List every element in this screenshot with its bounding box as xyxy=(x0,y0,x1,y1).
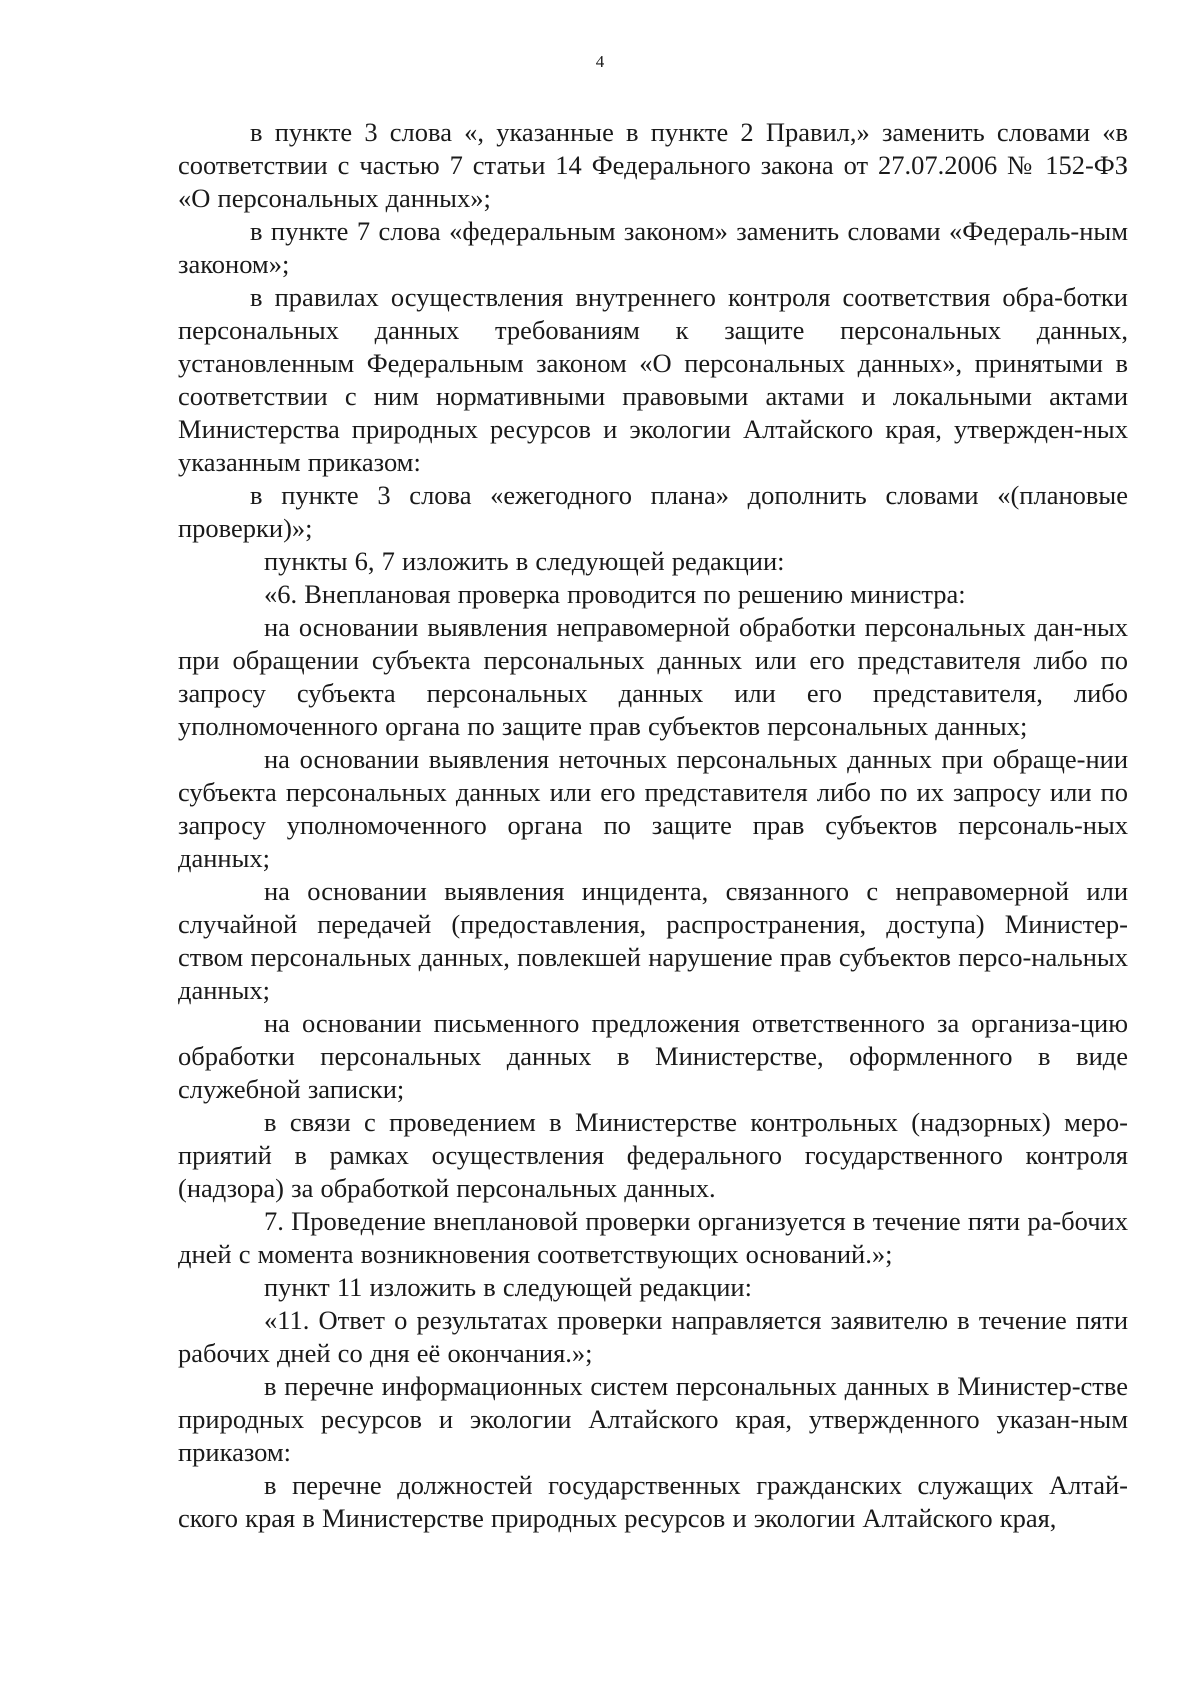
paragraph: пункты 6, 7 изложить в следующей редакции: xyxy=(264,546,785,576)
paragraph: в перечне должностей государственных гражданских служащих Алтай-ского края в Министерстве природных ресурсов и экологии Алтайского края, xyxy=(178,1470,1128,1533)
paragraph: в правилах осуществления внутреннего контроля соответствия обра-ботки персональных данных требованиям к защите персональных данных, установленным Федеральным законом «О персональных данных», принятыми в соответствии с ним нормативными правовыми актами и локальными актами Министерства природных ресурсов и экологии Алтайского края, утвержден-ных указанным приказом: xyxy=(178,282,1128,477)
paragraph: на основании письменного предложения ответственного за организа-цию обработки персональных данных в Министерстве, оформленного в виде служебной записки; xyxy=(178,1008,1128,1104)
document-body xyxy=(178,116,1128,1535)
paragraph: 7. Проведение внеплановой проверки организуется в течение пяти ра-бочих дней с момента возникновения соответствующих оснований.»; xyxy=(178,1206,1128,1269)
paragraph: в пункте 3 слова «ежегодного плана» дополнить словами «(плановые проверки)»; xyxy=(178,480,1128,543)
paragraph: пункт 11 изложить в следующей редакции: xyxy=(264,1272,752,1302)
paragraph: на основании выявления неточных персональных данных при обраще-нии субъекта персональных данных или его представителя либо по их запросу или по запросу уполномоченного органа по защите прав субъектов персональ-ных данных; xyxy=(178,744,1128,873)
paragraph: на основании выявления инцидента, связанного с неправомерной или случайной передачей (предоставления, распространения, доступа) Министер-ством персональных данных, повлекшей нарушение прав субъектов персо-нальных данных; xyxy=(178,876,1128,1005)
page-number: 4 xyxy=(595,52,605,71)
paragraph: в пункте 3 слова «, указанные в пункте 2 Правил,» заменить словами «в соответствии с частью 7 статьи 14 Федерального закона от 27.07.2006 № 152-ФЗ «О персональных данных»; xyxy=(178,117,1128,213)
paragraph: «6. Внеплановая проверка проводится по решению министра: xyxy=(264,579,966,609)
paragraph: на основании выявления неправомерной обработки персональных дан-ных при обращении субъекта персональных данных или его представителя либо по запросу субъекта персональных данных или его представителя, либо уполномоченного органа по защите прав субъектов персональных данных; xyxy=(178,612,1128,741)
paragraph: в связи с проведением в Министерстве контрольных (надзорных) меро-приятий в рамках осуществления федерального государственного контроля (надзора) за обработкой персональных данных. xyxy=(178,1107,1128,1203)
paragraph: «11. Ответ о результатах проверки направляется заявителю в течение пяти рабочих дней со дня её окончания.»; xyxy=(178,1305,1128,1368)
paragraph: в пункте 7 слова «федеральным законом» заменить словами «Федераль-ным законом»; xyxy=(178,216,1128,279)
paragraph: в перечне информационных систем персональных данных в Министер-стве природных ресурсов и экологии Алтайского края, утвержденного указан-ным приказом: xyxy=(178,1371,1128,1467)
